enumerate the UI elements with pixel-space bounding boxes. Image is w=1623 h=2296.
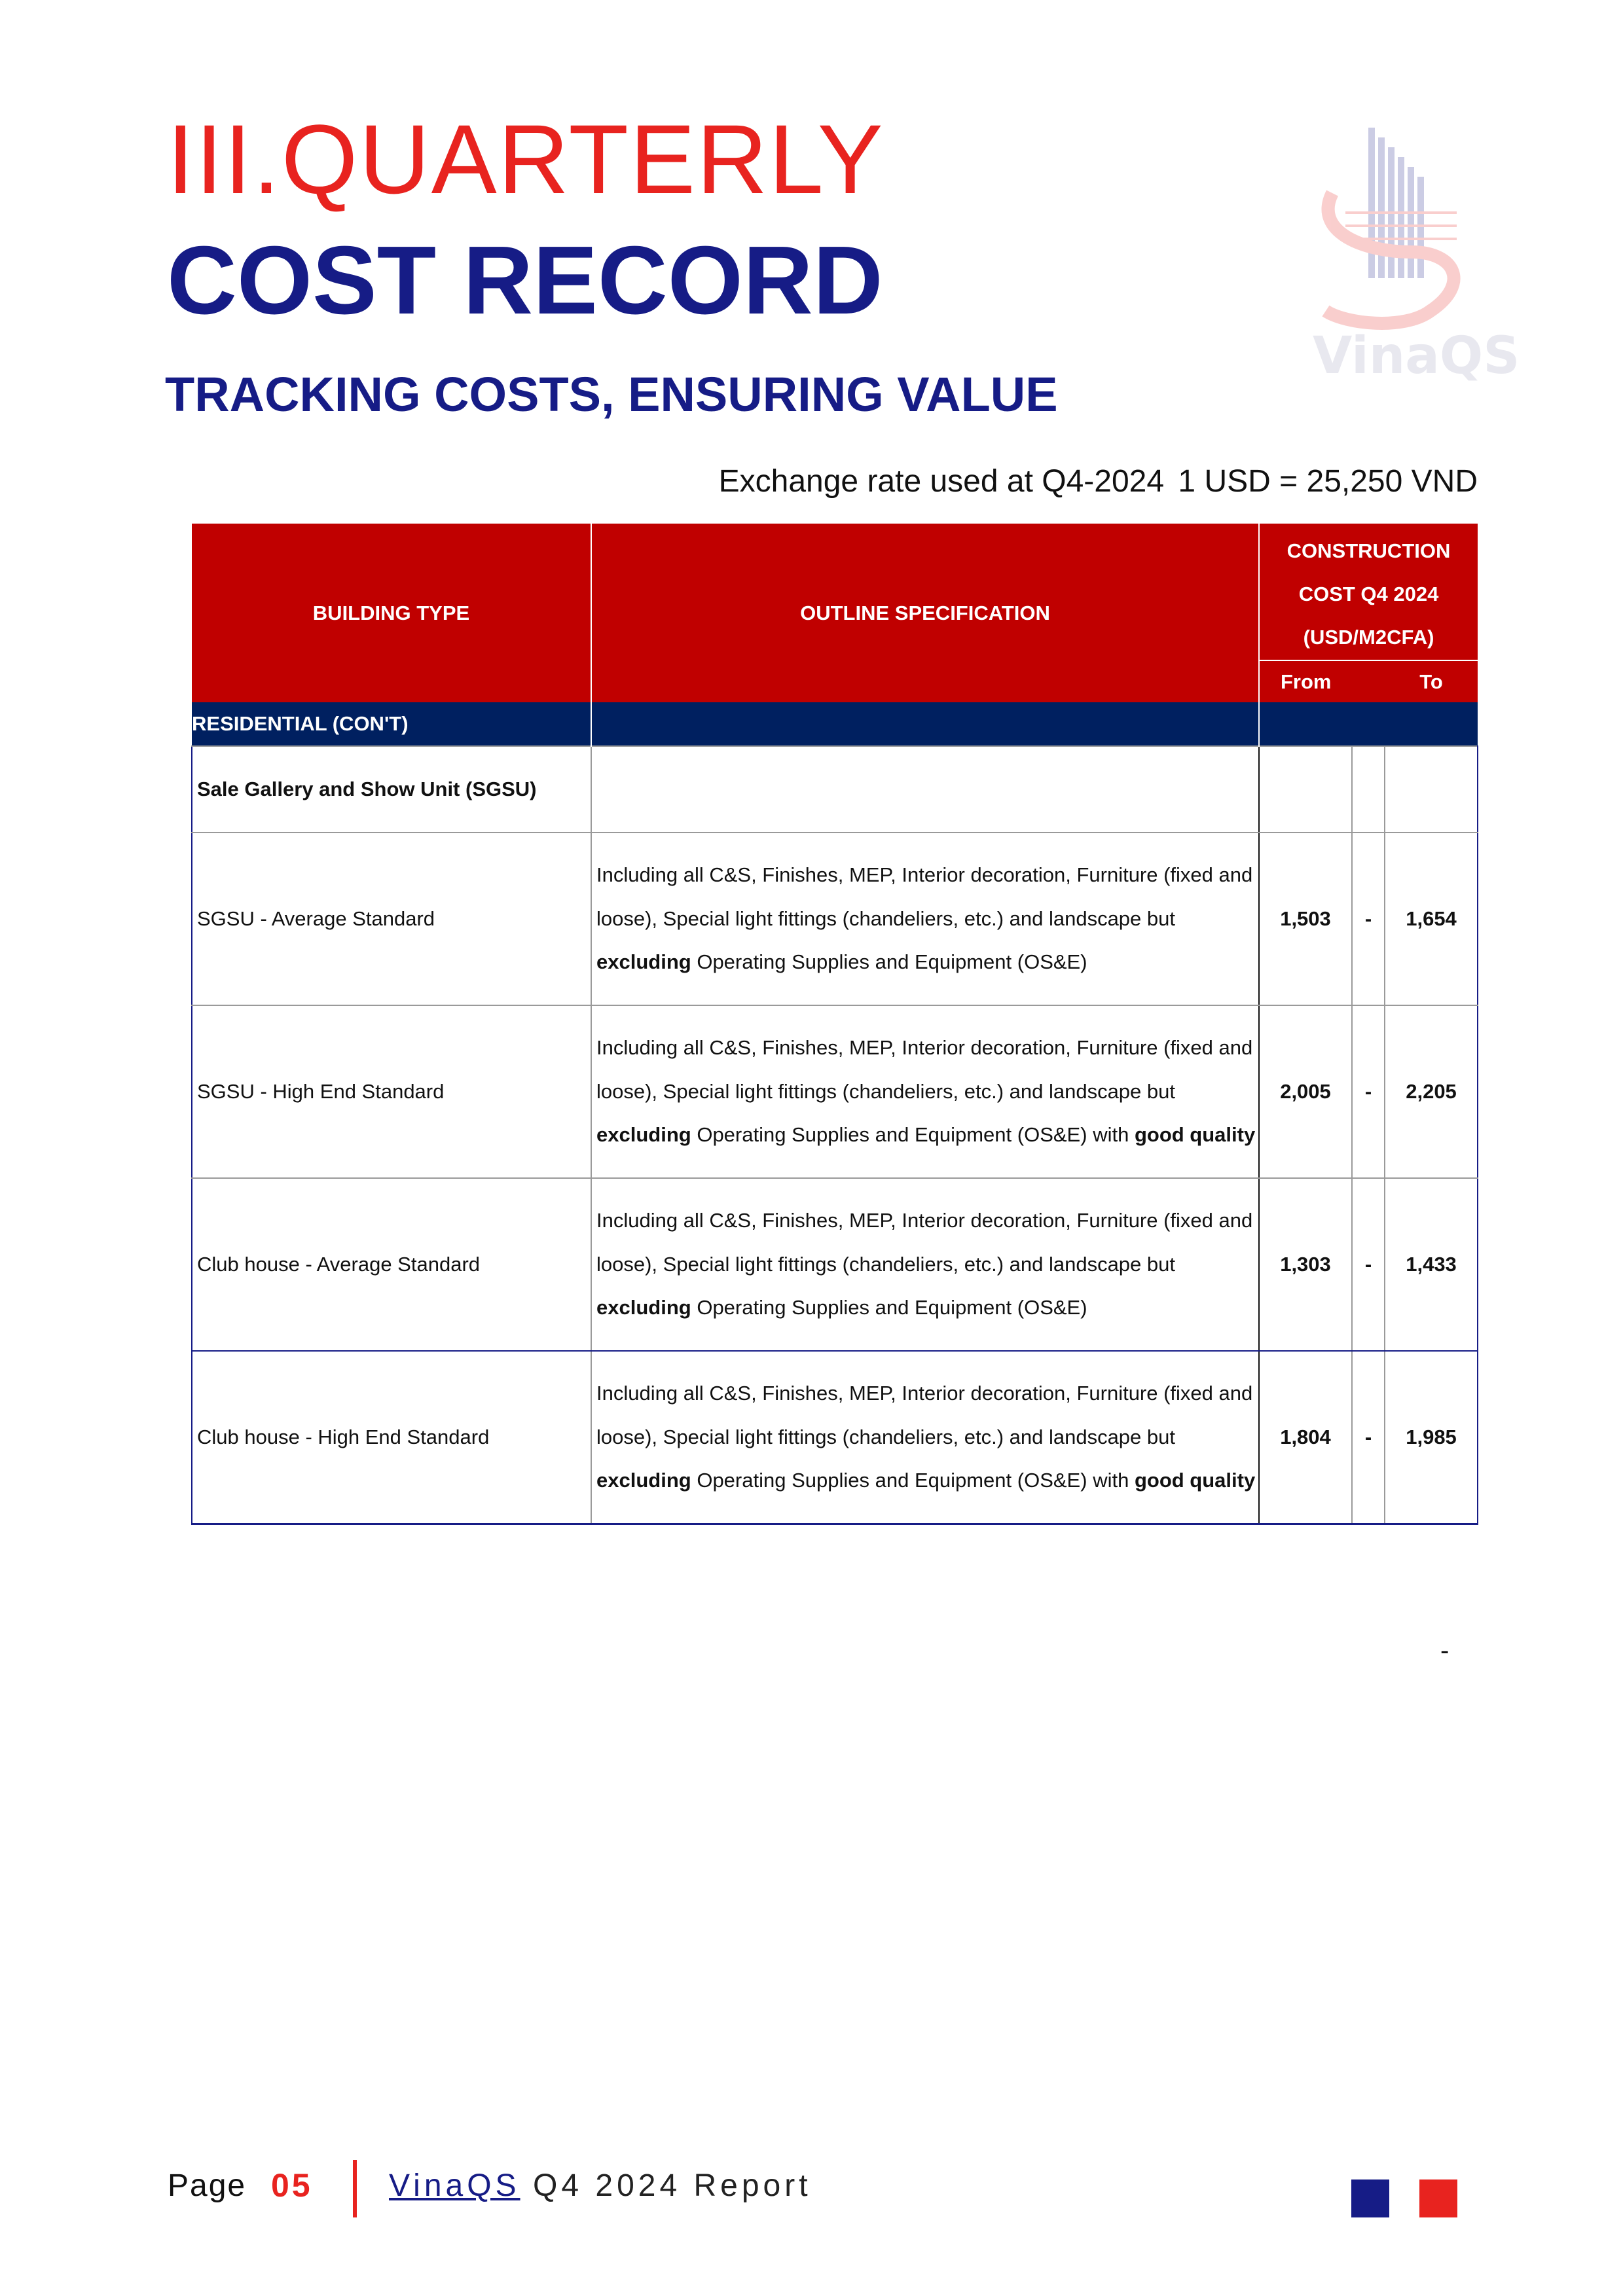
cost-to: 1,654 <box>1385 833 1478 1005</box>
subtitle: TRACKING COSTS, ENSURING VALUE <box>165 367 1058 422</box>
table-row <box>192 1351 1478 1524</box>
exchange-value: 1 USD = 25,250 VND <box>1178 464 1478 499</box>
red-square-decoration <box>1419 2179 1457 2217</box>
footer-page-label: Page <box>168 2168 247 2203</box>
cost-from: 1,503 <box>1259 833 1352 1005</box>
header-building-type: BUILDING TYPE <box>192 524 591 702</box>
cost-to: 2,205 <box>1385 1005 1478 1178</box>
header-cost-line-1: CONSTRUCTION <box>1286 539 1451 562</box>
table-row <box>192 1005 1478 1178</box>
exchange-rate <box>714 463 1478 499</box>
navy-square-decoration <box>1351 2179 1389 2217</box>
cost-from: 1,804 <box>1259 1351 1352 1524</box>
outline-spec: Including all C&S, Finishes, MEP, Interior decoration, Furniture (fixed and loose), Special light fittings (chandeliers, etc.) and landscape but excluding Operating Supplies and Equipment (OS&E) with good quality <box>591 1005 1259 1178</box>
page-footer <box>168 2160 1477 2219</box>
building-type: SGSU - High End Standard <box>192 1005 591 1178</box>
footer-report-title: Q4 2024 Report <box>533 2168 812 2203</box>
footer-divider <box>353 2160 357 2217</box>
table-row <box>192 1178 1478 1351</box>
building-type: Club house - High End Standard <box>192 1351 591 1524</box>
header-cost-line-2: COST Q4 2024 <box>1298 583 1439 605</box>
vinaqs-logo <box>1306 115 1520 389</box>
footer-page-number: 05 <box>271 2167 313 2204</box>
cost-separator: - <box>1352 833 1385 1005</box>
outline-spec: Including all C&S, Finishes, MEP, Interior decoration, Furniture (fixed and loose), Special light fittings (chandeliers, etc.) and landscape but excluding Operating Supplies and Equipment (OS&E) with good quality <box>591 1351 1259 1524</box>
cost-separator: - <box>1352 1005 1385 1178</box>
cost-from: 1,303 <box>1259 1178 1352 1351</box>
cost-from: 2,005 <box>1259 1005 1352 1178</box>
stray-dash: - <box>1440 1636 1450 1665</box>
cost-separator: - <box>1352 1351 1385 1524</box>
header-cost-line-3: (USD/M2CFA) <box>1303 626 1434 649</box>
logo-text: VinaQS <box>1313 327 1520 386</box>
section-row <box>192 702 1478 746</box>
cost-to: 1,433 <box>1385 1178 1478 1351</box>
header-cost <box>1259 524 1478 660</box>
header-outline-spec: OUTLINE SPECIFICATION <box>591 524 1259 702</box>
title-line-1: III.QUARTERLY <box>167 104 884 214</box>
table-header <box>192 524 1478 702</box>
section-label: RESIDENTIAL (CON'T) <box>192 702 591 746</box>
cost-table <box>191 524 1478 1525</box>
subhead-label: Sale Gallery and Show Unit (SGSU) <box>192 746 591 833</box>
exchange-label: Exchange rate used at Q4-2024 <box>718 464 1165 499</box>
cost-to: 1,985 <box>1385 1351 1478 1524</box>
footer-brand-link[interactable]: VinaQS <box>389 2168 520 2203</box>
building-type: SGSU - Average Standard <box>192 833 591 1005</box>
building-type: Club house - Average Standard <box>192 1178 591 1351</box>
cost-separator: - <box>1352 1178 1385 1351</box>
outline-spec: Including all C&S, Finishes, MEP, Interior decoration, Furniture (fixed and loose), Special light fittings (chandeliers, etc.) and landscape but excluding Operating Supplies and Equipment (OS&E) <box>591 833 1259 1005</box>
table-row <box>192 833 1478 1005</box>
header-from: From <box>1259 660 1385 702</box>
header-to: To <box>1385 660 1478 702</box>
title-line-2: COST RECORD <box>167 226 883 334</box>
subhead-row <box>192 746 1478 833</box>
outline-spec: Including all C&S, Finishes, MEP, Interior decoration, Furniture (fixed and loose), Special light fittings (chandeliers, etc.) and landscape but excluding Operating Supplies and Equipment (OS&E) <box>591 1178 1259 1351</box>
